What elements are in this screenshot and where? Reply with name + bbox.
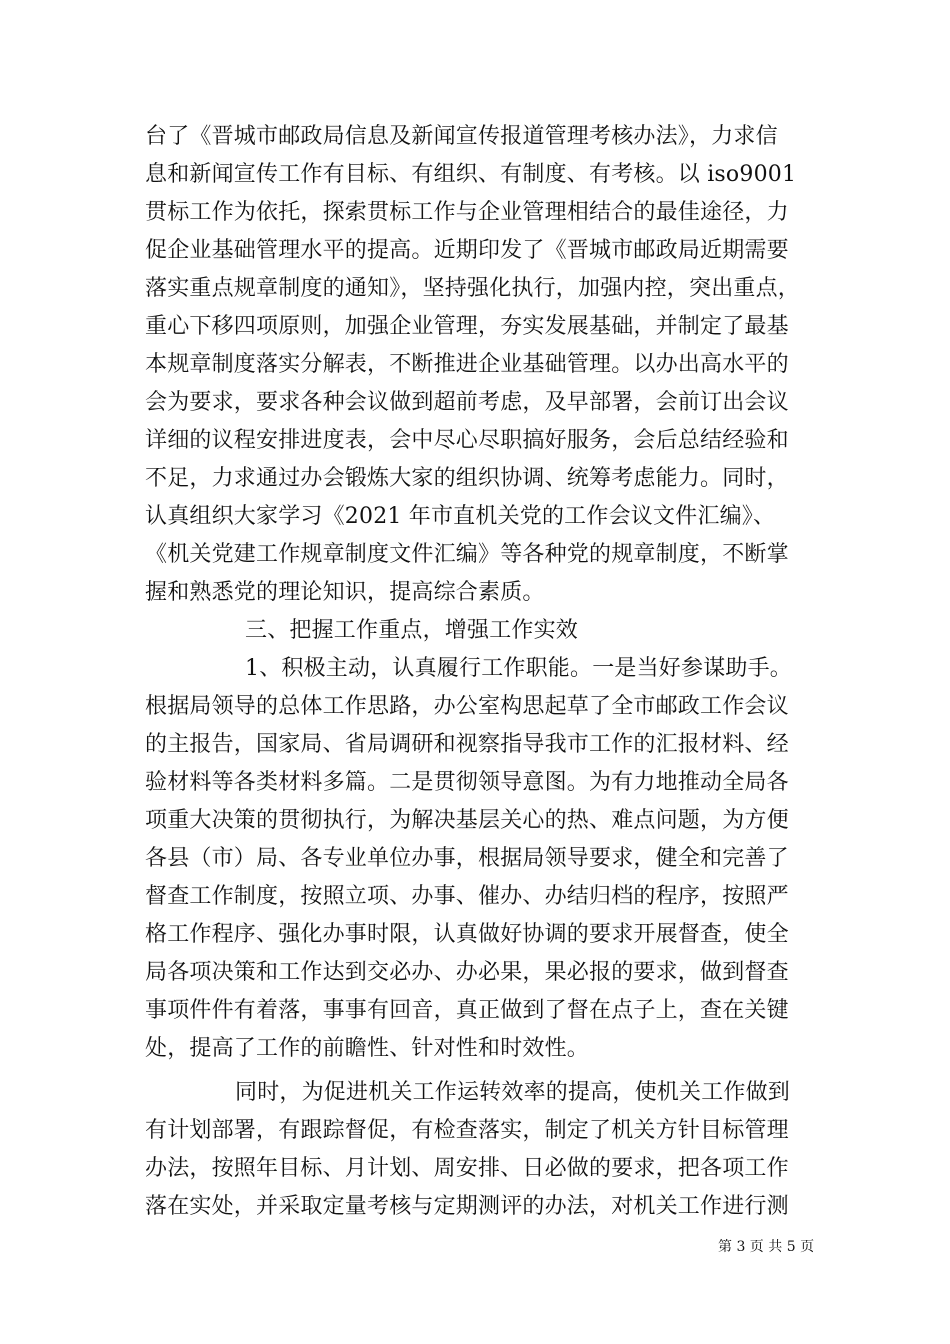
text-line: 根据局领导的总体工作思路，办公室构思起草了全市邮政工作会议 (145, 694, 789, 719)
text-line: 项重大决策的贯彻执行，为解决基层关心的热、难点问题，为方便 (145, 808, 789, 833)
text-line: 会为要求，要求各种会议做到超前考虑，及早部署，会前订出会议 (145, 390, 789, 415)
text-line: 办法，按照年目标、月计划、周安排、日必做的要求，把各项工作 (145, 1156, 789, 1181)
text-line: 贯标工作为依托，探索贯标工作与企业管理相结合的最佳途径，力 (145, 200, 789, 225)
text-line: 有计划部署，有跟踪督促，有检查落实，制定了机关方针目标管理 (145, 1118, 789, 1143)
text-line: 局各项决策和工作达到交必办、办必果，果必报的要求，做到督查 (145, 960, 789, 985)
text-line: 的主报告，国家局、省局调研和视察指导我市工作的汇报材料、经 (145, 732, 789, 757)
text-line: 本规章制度落实分解表，不断推进企业基础管理。以办出高水平的 (145, 352, 789, 377)
section-heading: 三、把握工作重点，增强工作实效 (245, 618, 579, 643)
text-line: 详细的议程安排进度表，会中尽心尽职搞好服务，会后总结经验和 (145, 428, 789, 453)
text-line: 不足，力求通过办会锻炼大家的组织协调、统筹考虑能力。同时， (145, 466, 789, 491)
text-line: 处，提高了工作的前瞻性、针对性和时效性。 (145, 1036, 590, 1061)
text-line: 台了《晋城市邮政局信息及新闻宣传报道管理考核办法》，力求信 (145, 124, 778, 149)
text-line: 握和熟悉党的理论知识，提高综合素质。 (145, 580, 545, 605)
text-line: 促企业基础管理水平的提高。近期印发了《晋城市邮政局近期需要 (145, 238, 789, 263)
text-line: 督查工作制度，按照立项、办事、催办、办结归档的程序，按照严 (145, 884, 789, 909)
text-line: 重心下移四项原则，加强企业管理，夯实发展基础，并制定了最基 (145, 314, 789, 339)
text-line: 1、积极主动，认真履行工作职能。一是当好参谋助手。 (245, 656, 792, 681)
text-line: 息和新闻宣传工作有目标、有组织、有制度、有考核。以 iso9001 (145, 162, 797, 187)
text-line: 落实重点规章制度的通知》，坚持强化执行，加强内控，突出重点， (145, 276, 801, 301)
page-number: 第 3 页 共 5 页 (718, 1239, 815, 1255)
text-line: 认真组织大家学习《2021 年市直机关党的工作会议文件汇编》、 (145, 504, 776, 529)
text-line: 格工作程序、强化办事时限，认真做好协调的要求开展督查，使全 (145, 922, 789, 947)
text-line: 《机关党建工作规章制度文件汇编》等各种党的规章制度，不断掌 (145, 542, 789, 567)
text-line: 各县（市）局、各专业单位办事，根据局领导要求，健全和完善了 (145, 846, 789, 871)
text-line: 事项件件有着落，事事有回音，真正做到了督在点子上，查在关键 (145, 998, 789, 1023)
text-line: 验材料等各类材料多篇。二是贯彻领导意图。为有力地推动全局各 (145, 770, 789, 795)
text-line: 落在实处，并采取定量考核与定期测评的办法，对机关工作进行测 (145, 1194, 789, 1219)
text-line: 同时，为促进机关工作运转效率的提高，使机关工作做到 (235, 1080, 791, 1105)
